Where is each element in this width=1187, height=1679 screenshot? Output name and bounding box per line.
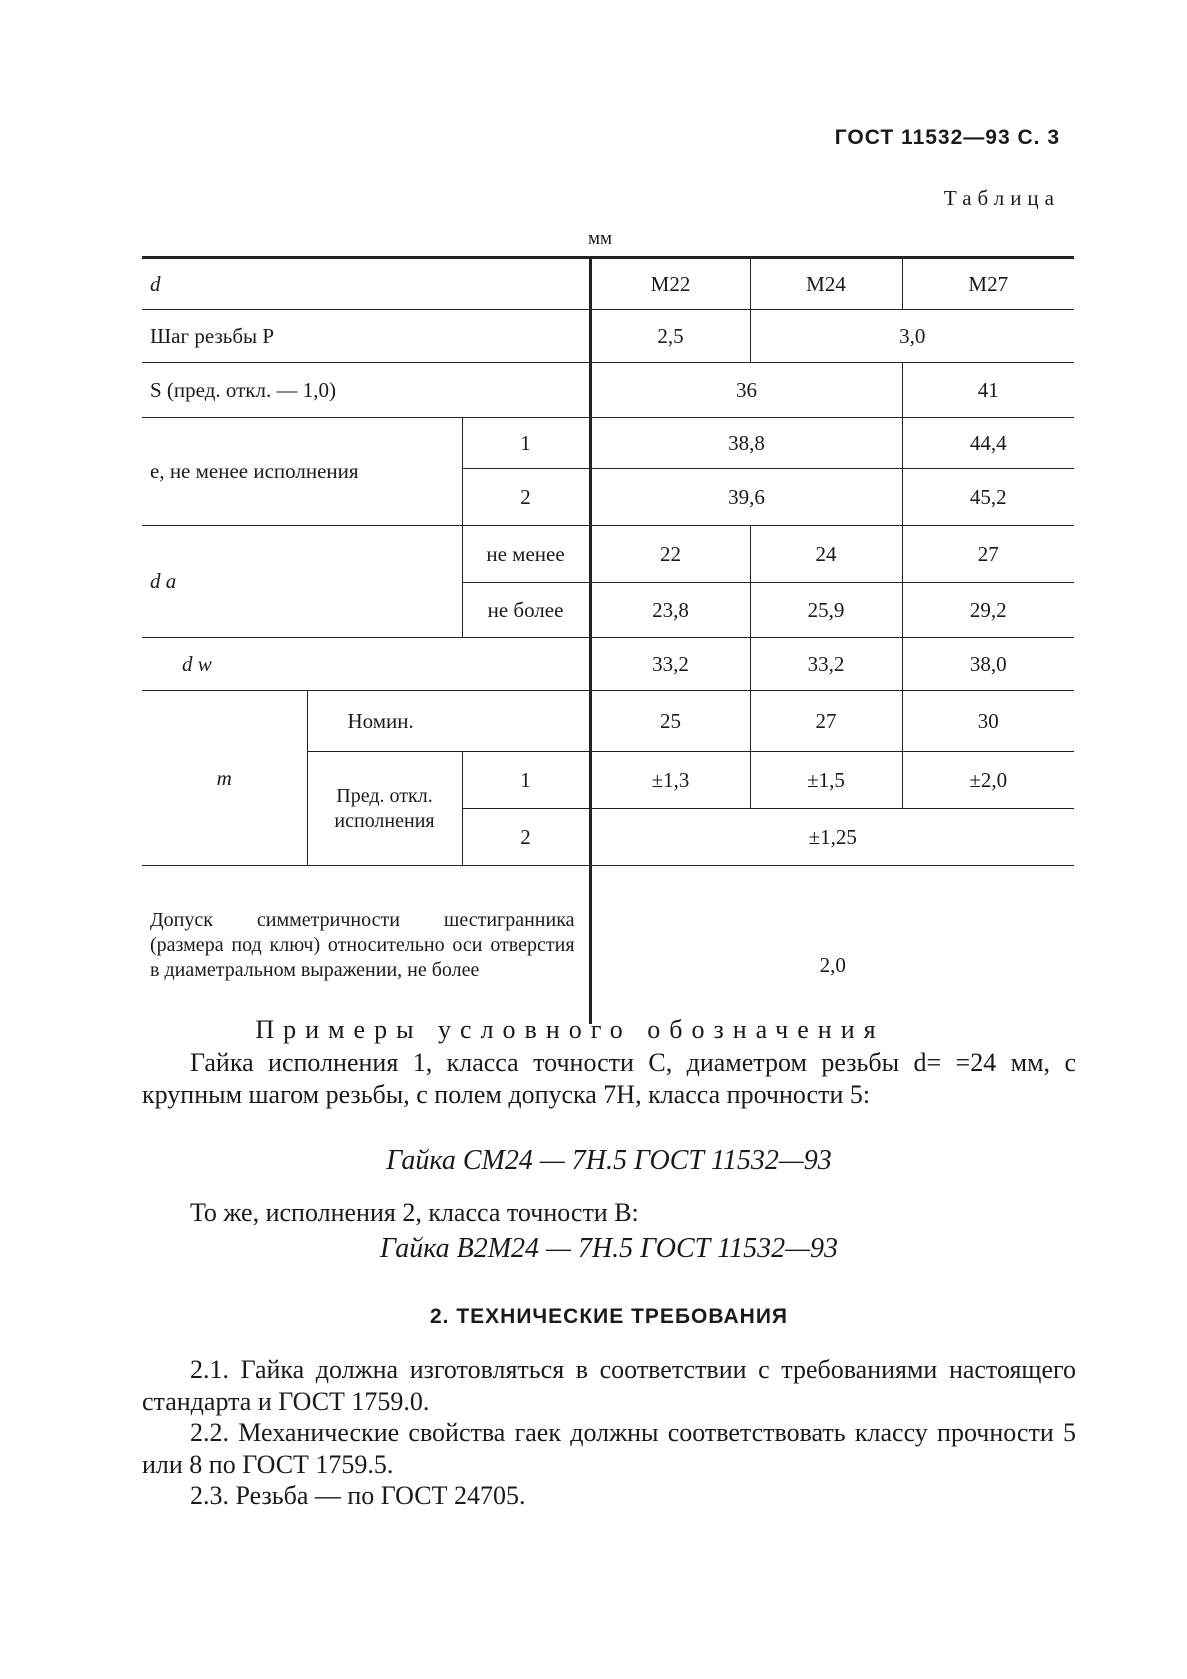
- para-2-1: 2.1. Гайка должна изготовляться в соответствии с требованиями настоящего стандарта и ГОСТ 1759.0.: [142, 1355, 1076, 1416]
- d-m24: М24: [750, 258, 902, 310]
- m-nom-m22: 25: [590, 691, 750, 752]
- da-min-m22: 22: [590, 526, 750, 583]
- para-2-2: 2.2. Механические свойства гаек должны соответствовать классу прочности 5 или 8 по ГОСТ 1759.5.: [142, 1418, 1076, 1479]
- da-max-m24: 25,9: [750, 583, 902, 638]
- e2-m27: 45,2: [902, 469, 1074, 526]
- row-e-label: e, не менее исполнения: [142, 418, 462, 526]
- row-m-label: m: [142, 691, 307, 866]
- e1-m27: 44,4: [902, 418, 1074, 469]
- m-nom-label: Номин.: [307, 691, 590, 752]
- da-max-label: не более: [462, 583, 590, 638]
- page-header: ГОСТ 11532—93 С. 3: [834, 126, 1060, 149]
- m-nom-m27: 30: [902, 691, 1074, 752]
- s-m22-m24: 36: [590, 363, 902, 418]
- row-da-label: d a: [142, 526, 462, 638]
- d-m22: М22: [590, 258, 750, 310]
- row-pitch-label: Шаг резьбы Р: [142, 310, 590, 363]
- symmetry-value: 2,0: [590, 866, 1074, 1025]
- e-exec-2: 2: [462, 469, 590, 526]
- m-dev1-m27: ±2,0: [902, 752, 1074, 809]
- example-1-formula: Гайка СМ24 — 7Н.5 ГОСТ 11532—93: [386, 1145, 832, 1176]
- dimensions-table: [142, 256, 1074, 1024]
- m-dev-label: Пред. откл. исполнения: [307, 752, 462, 866]
- m-dev-exec-2: 2: [462, 809, 590, 866]
- section-title: 2. ТЕХНИЧЕСКИЕ ТРЕБОВАНИЯ: [429, 1305, 789, 1328]
- m-dev2-all: ±1,25: [590, 809, 1074, 866]
- example-2-text: То же, исполнения 2, класса точности В:: [190, 1198, 639, 1227]
- row-s-label: S (пред. откл. — 1,0): [142, 363, 590, 418]
- da-max-m27: 29,2: [902, 583, 1074, 638]
- m-dev-exec-1: 1: [462, 752, 590, 809]
- examples-title: Примеры условного обозначения: [255, 1015, 885, 1044]
- da-min-m27: 27: [902, 526, 1074, 583]
- da-min-m24: 24: [750, 526, 902, 583]
- example-1-text: Гайка исполнения 1, класса точности С, диаметром резьбы d= =24 мм, с крупным шагом резьбы, с полем допуска 7H, класса прочности 5:: [142, 1048, 1076, 1109]
- units-label: мм: [587, 228, 613, 249]
- s-m27: 41: [902, 363, 1074, 418]
- dw-m22: 33,2: [590, 638, 750, 691]
- da-max-m22: 23,8: [590, 583, 750, 638]
- m-dev1-m24: ±1,5: [750, 752, 902, 809]
- pitch-m22: 2,5: [590, 310, 750, 363]
- dw-m24: 33,2: [750, 638, 902, 691]
- m-nom-m24: 27: [750, 691, 902, 752]
- row-dw-label: d w: [142, 638, 590, 691]
- row-d-label: d: [142, 258, 590, 310]
- e-exec-1: 1: [462, 418, 590, 469]
- dw-m27: 38,0: [902, 638, 1074, 691]
- pitch-m24-m27: 3,0: [750, 310, 1074, 363]
- da-min-label: не менее: [462, 526, 590, 583]
- e2-m22-m24: 39,6: [590, 469, 902, 526]
- m-dev1-m22: ±1,3: [590, 752, 750, 809]
- example-2-formula: Гайка В2М24 — 7Н.5 ГОСТ 11532—93: [379, 1233, 839, 1264]
- table-caption: Таблица: [943, 186, 1060, 210]
- para-2-3: 2.3. Резьба — по ГОСТ 24705.: [190, 1481, 526, 1510]
- e1-m22-m24: 38,8: [590, 418, 902, 469]
- row-symmetry-label: Допуск симметричности шестигранника (размера под ключ) относительно оси отверстия в диаметральном выражении, не более: [150, 908, 575, 981]
- d-m27: М27: [902, 258, 1074, 310]
